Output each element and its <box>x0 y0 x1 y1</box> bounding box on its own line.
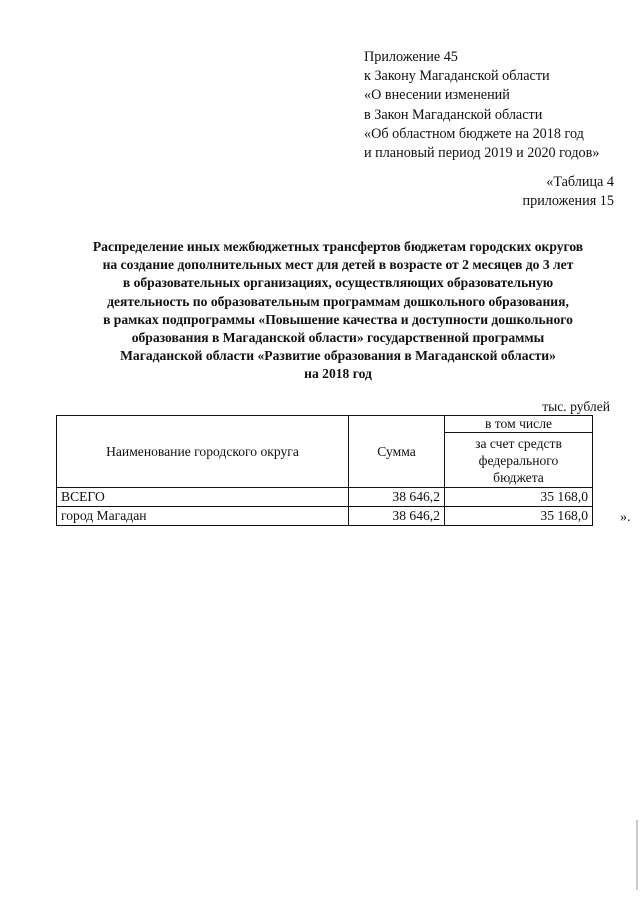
header-including: в том числе <box>445 416 593 433</box>
table-reference-line: приложения 15 <box>522 193 614 210</box>
row-sum: 38 646,2 <box>349 488 445 507</box>
table-row <box>57 507 593 526</box>
table-reference-line: «Таблица 4 <box>546 174 614 190</box>
header-federal-line: федерального <box>478 452 559 468</box>
header-federal-line: за счет средств <box>475 435 562 451</box>
units-label: тыс. рублей <box>542 399 610 414</box>
title-line: Магаданской области «Развитие образования в Магаданской области» <box>120 348 556 364</box>
title-line: деятельность по образовательным программам дошкольного образования, <box>107 293 569 309</box>
row-federal: 35 168,0 <box>445 488 593 507</box>
appendix-line: Приложение 45 <box>364 49 458 65</box>
table-reference <box>523 173 614 211</box>
row-name: ВСЕГО <box>57 488 349 507</box>
header-federal-line: бюджета <box>493 469 544 485</box>
document-title <box>52 238 624 384</box>
title-line: на создание дополнительных мест для детей в возрасте от 2 месяцев до 3 лет <box>102 257 574 273</box>
appendix-line: к Закону Магаданской области <box>364 68 550 85</box>
header-sum: Сумма <box>349 416 445 488</box>
scan-edge-mark <box>636 820 638 890</box>
title-line: Распределение иных межбюджетных трансфертов бюджетам городских округов <box>92 239 584 254</box>
appendix-line: и плановый период 2019 и 2020 годов» <box>364 145 600 162</box>
title-line: в рамках подпрограммы «Повышение качества и доступности дошкольного <box>103 311 573 327</box>
appendix-line: в Закон Магаданской области <box>364 106 543 123</box>
appendix-reference <box>364 48 599 163</box>
appendix-line: «Об областном бюджете на 2018 год <box>364 125 584 142</box>
closing-quote-mark: ». <box>620 510 631 525</box>
header-federal-budget <box>445 433 593 488</box>
title-line: образования в Магаданской области» государственной программы <box>131 330 545 346</box>
row-federal: 35 168,0 <box>445 507 593 526</box>
row-name: город Магадан <box>57 507 349 526</box>
row-sum: 38 646,2 <box>349 507 445 526</box>
title-line: в образовательных организациях, осуществляющих образовательную <box>122 275 554 291</box>
header-district-name: Наименование городского округа <box>57 416 349 488</box>
table-header-row <box>57 416 593 433</box>
transfers-table <box>56 415 593 526</box>
appendix-line: «О внесении изменений <box>364 87 510 104</box>
title-line: на 2018 год <box>304 366 372 382</box>
table-row-total <box>57 488 593 507</box>
